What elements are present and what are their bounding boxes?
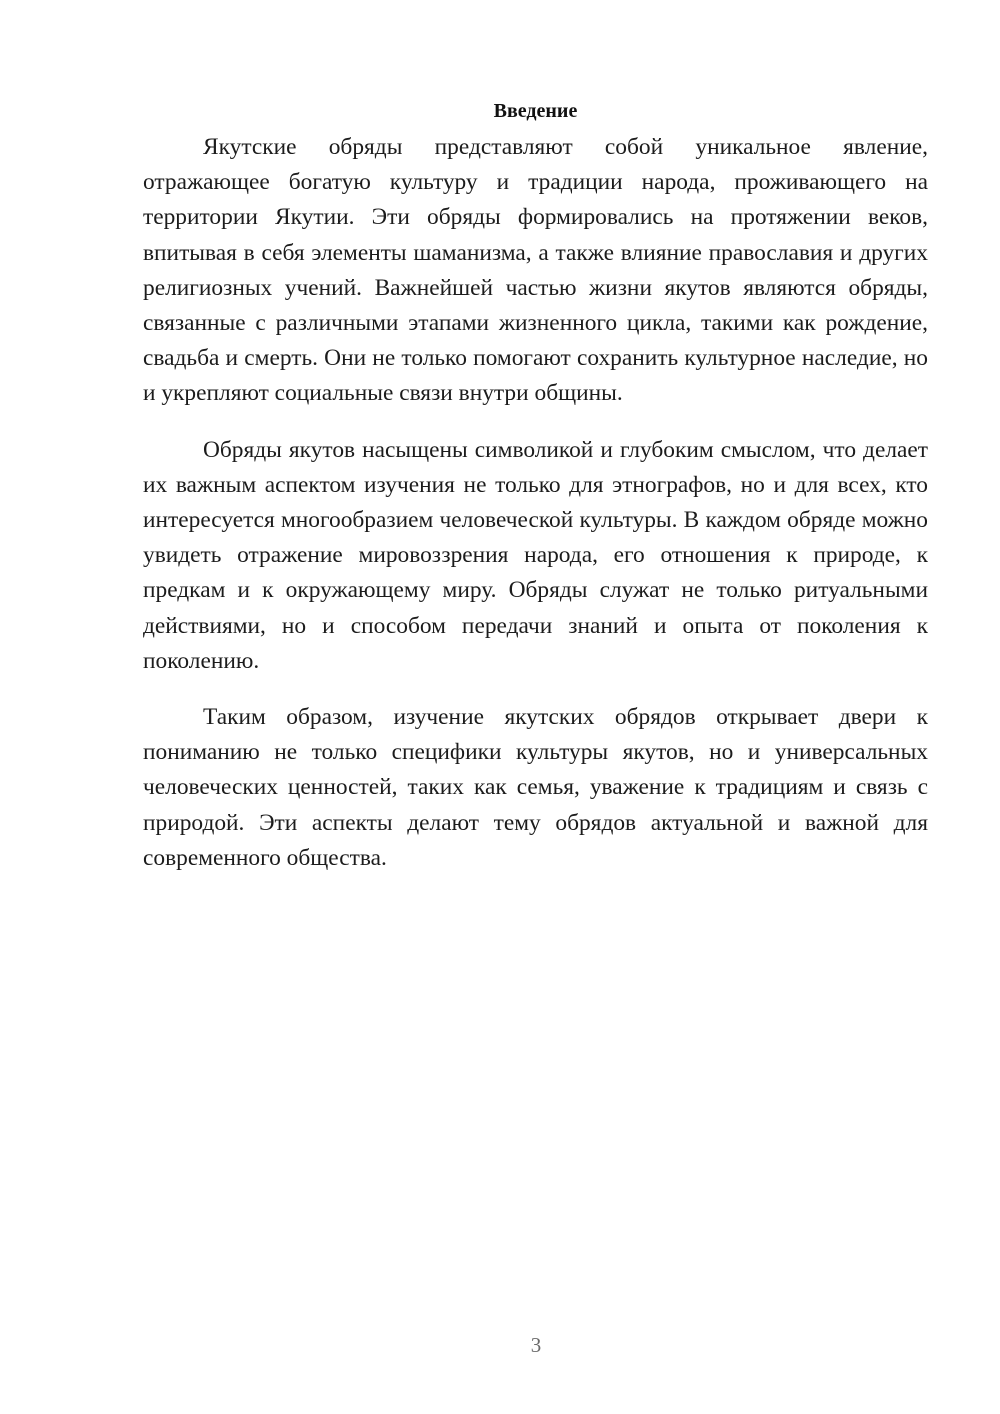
- page-number: 3: [530, 1333, 542, 1357]
- page-content: [143, 96, 928, 897]
- section-heading: Введение: [493, 100, 578, 122]
- paragraph-1: Якутские обряды представляют собой уникальное явление, отражающее богатую культуру и традиции народа, проживающего на территории Якутии. Эти обряды формировались на протяжении веков, впитывая в себя элементы шаманизма, а также влияние православия и других религиозных учений. Важнейшей частью жизни якутов являются обряды, связанные с различными этапами жизненного цикла, такими как рождение, свадьба и смерть. Они не только помогают сохранить культурное наследие, но и укрепляют социальные связи внутри общины.: [143, 134, 928, 407]
- paragraph-2: Обряды якутов насыщены символикой и глубоким смыслом, что делает их важным аспектом изучения не только для этнографов, но и для всех, кто интересуется многообразием человеческой культуры. В каждом обряде можно увидеть отражение мировоззрения народа, его отношения к природе, к предкам и к окружающему миру. Обряды служат не только ритуальными действиями, но и способом передачи знаний и опыта от поколения к поколению.: [143, 436, 928, 674]
- paragraph-3: Таким образом, изучение якутских обрядов открывает двери к пониманию не только специфики культуры якутов, но и универсальных человеческих ценностей, таких как семья, уважение к традициям и связь с природой. Эти аспекты делают тему обрядов актуальной и важной для современного общества.: [143, 704, 928, 871]
